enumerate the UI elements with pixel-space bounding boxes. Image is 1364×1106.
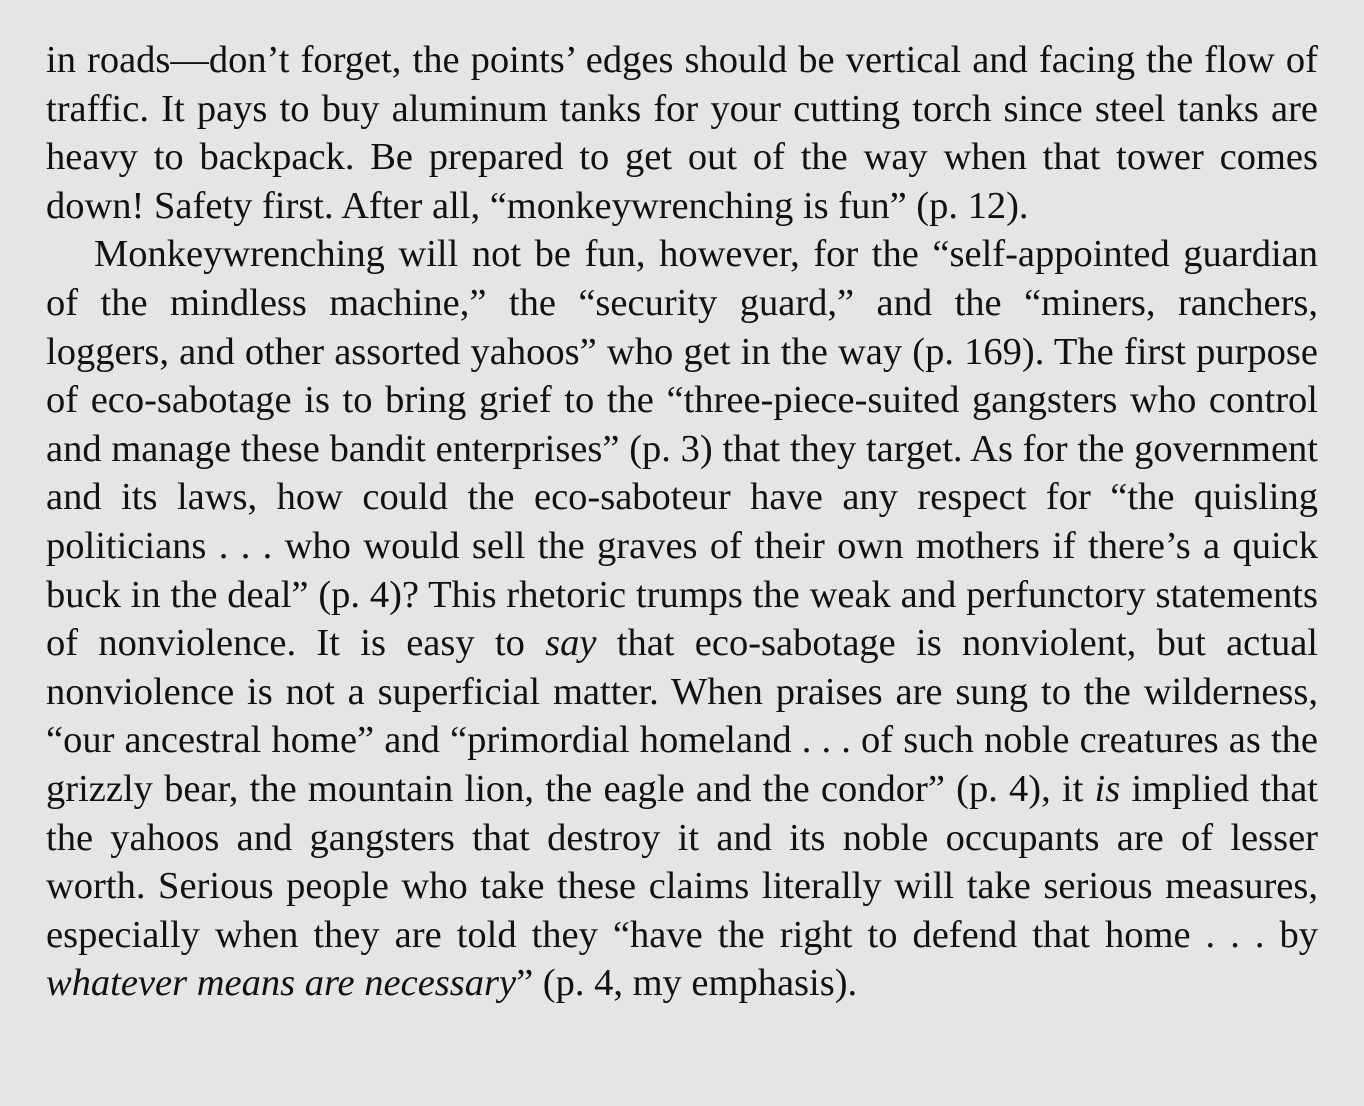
paragraph-1 bbox=[46, 36, 1318, 230]
paragraph-2-text-3: implied that the yahoos and gangsters that destroy it and its noble occupants are of lesser worth. Serious people who take these claims literally will take serious measures, especially when they are told they “have the right to defend that home . . . by bbox=[46, 767, 1319, 956]
emphasis-whatever-means: whatever means are necessary bbox=[46, 962, 517, 1005]
document-page bbox=[46, 36, 1318, 1008]
emphasis-is: is bbox=[1094, 767, 1121, 810]
paragraph-2-text-4: ” (p. 4, my emphasis). bbox=[516, 962, 858, 1005]
paragraph-1-text: in roads—don’t forget, the points’ edges should be vertical and facing the flow of traffic. It pays to buy aluminum tanks for your cutting torch since steel tanks are heavy to backpack. Be prepared to get out of the way when that tower comes down! Safety first. After all, “monkeywrenching is fun” (p. 12). bbox=[46, 39, 1318, 227]
paragraph-2 bbox=[46, 230, 1318, 1008]
emphasis-say: say bbox=[545, 622, 597, 665]
paragraph-2-text-2: that eco-sabotage is nonviolent, but actual nonviolence is not a superficial matter. When praises are sung to the wilderness, “our ancestral home” and “primordial homeland . . . of such noble creatures as the grizzly bear, the mountain lion, the eagle and the condor” (p. 4), it bbox=[46, 622, 1318, 810]
paragraph-2-text-1: Monkeywrenching will not be fun, however, for the “self-appointed guardian of the mindless machine,” the “security guard,” and the “miners, ranchers, loggers, and other assorted yahoos” who get in the way (p. 169). The first purpose of eco-sabotage is to bring grief to the “three-piece-suited gangsters who control and manage these bandit enterprises” (p. 3) that they target. As for the government and its laws, how could the eco-saboteur have any respect for “the quisling politicians . . . who would sell the graves of their own mothers if there’s a quick buck in the deal” (p. 4)? This rhetoric trumps the weak and perfunctory statements of nonviolence. It is easy to bbox=[46, 233, 1318, 665]
